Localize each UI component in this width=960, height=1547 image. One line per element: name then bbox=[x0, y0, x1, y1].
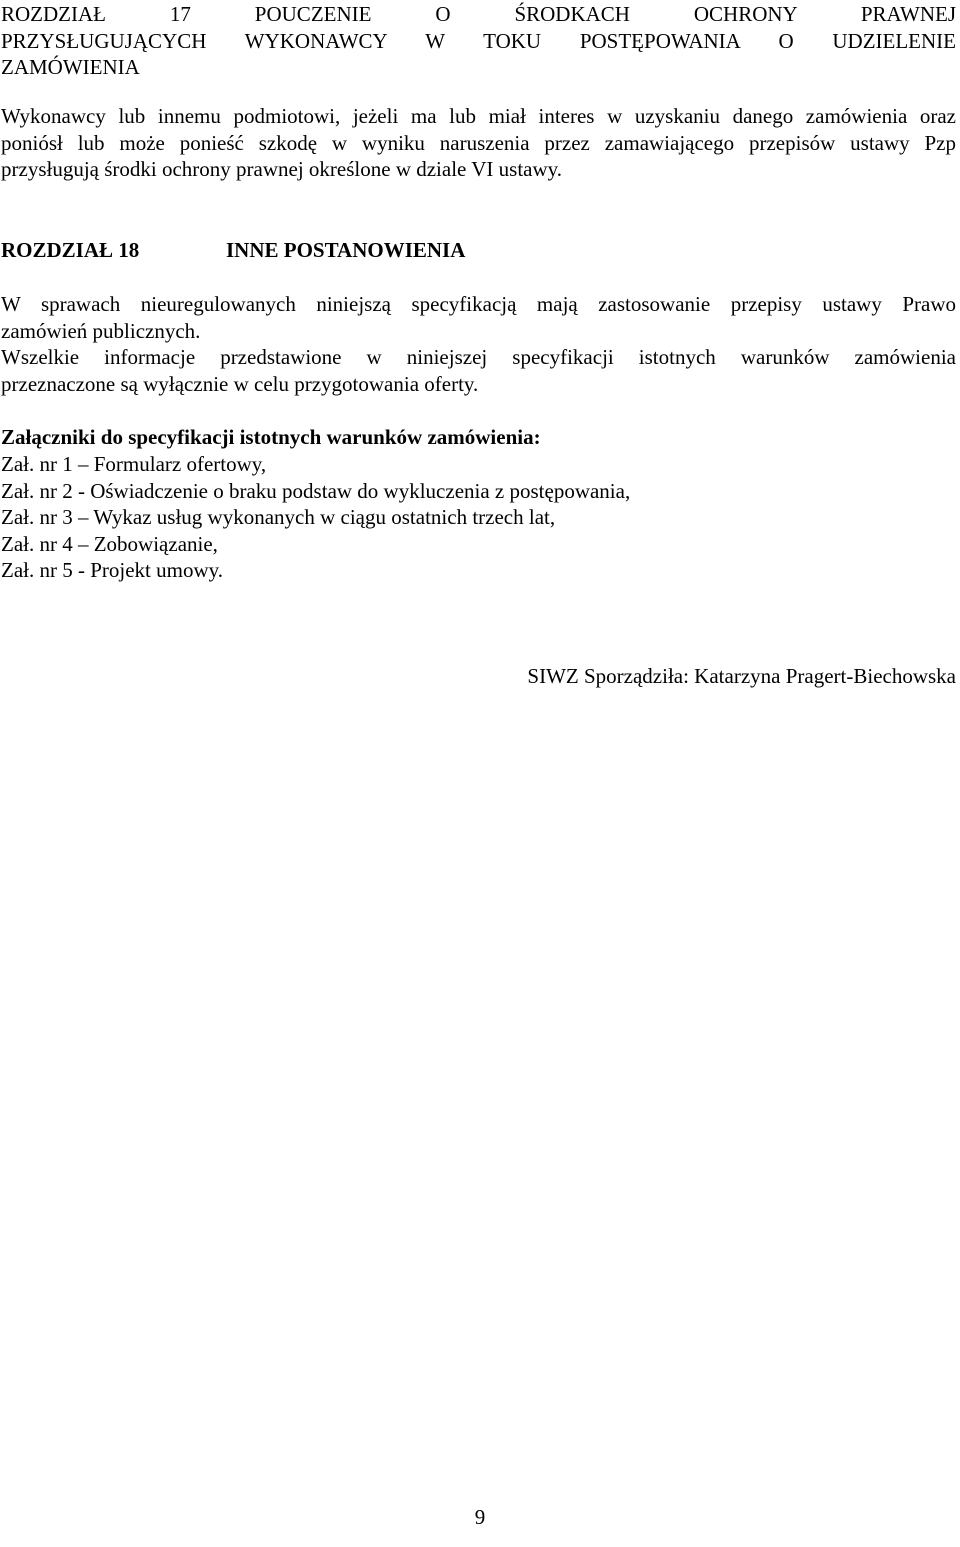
attachments-list bbox=[1, 451, 956, 584]
chapter-17-heading-line: ZAMÓWIENIA bbox=[1, 55, 140, 79]
attachment-item: Zał. nr 3 – Wykaz usług wykonanych w ciągu ostatnich trzech lat, bbox=[1, 505, 556, 529]
paragraph-line: poniósł lub może ponieść szkodę w wyniku naruszenia przez zamawiającego przepisów ustawy Pzp bbox=[1, 130, 956, 155]
chapter-18-title: INNE POSTANOWIENIA bbox=[226, 238, 466, 262]
chapter-18-paragraph bbox=[1, 291, 956, 397]
paragraph-line: Wykonawcy lub innemu podmiotowi, jeżeli ma lub miał interes w uzyskaniu danego zamówienia oraz bbox=[1, 104, 956, 128]
attachments-title: Załączniki do specyfikacji istotnych warunków zamówienia: bbox=[1, 425, 541, 449]
attachment-item: Zał. nr 2 - Oświadczenie o braku podstaw do wykluczenia z postępowania, bbox=[1, 478, 631, 503]
paragraph-line: przeznaczone są wyłącznie w celu przygotowania oferty. bbox=[1, 371, 479, 396]
paragraph-line: W sprawach nieuregulowanych niniejszą specyfikacją mają zastosowanie przepisy ustawy Prawo bbox=[1, 292, 956, 316]
chapter-17-heading-line: ROZDZIAŁ 17 POUCZENIE O ŚRODKACH OCHRONY PRAWNEJ bbox=[1, 2, 956, 26]
attachment-item: Zał. nr 1 – Formularz ofertowy, bbox=[1, 452, 267, 476]
chapter-17-heading-line: PRZYSŁUGUJĄCYCH WYKONAWCY W TOKU POSTĘPOWANIA O UDZIELENIE bbox=[1, 28, 956, 53]
attachment-item: Zał. nr 5 - Projekt umowy. bbox=[1, 558, 224, 582]
signature: SIWZ Sporządziła: Katarzyna Pragert-Biechowska bbox=[527, 664, 956, 688]
chapter-18-heading bbox=[1, 237, 956, 264]
paragraph-line: zamówień publicznych. bbox=[1, 318, 201, 343]
chapter-17-paragraph bbox=[1, 103, 956, 183]
page-number: 9 bbox=[474, 1505, 486, 1529]
paragraph-line: Wszelkie informacje przedstawione w niniejszej specyfikacji istotnych warunków zamówienia bbox=[1, 345, 956, 369]
paragraph-line: przysługują środki ochrony prawnej określone w dziale VI ustawy. bbox=[1, 157, 563, 181]
chapter-18-number: ROZDZIAŁ 18 bbox=[1, 238, 140, 262]
attachment-item: Zał. nr 4 – Zobowiązanie, bbox=[1, 531, 218, 556]
chapter-17-heading bbox=[1, 1, 956, 81]
